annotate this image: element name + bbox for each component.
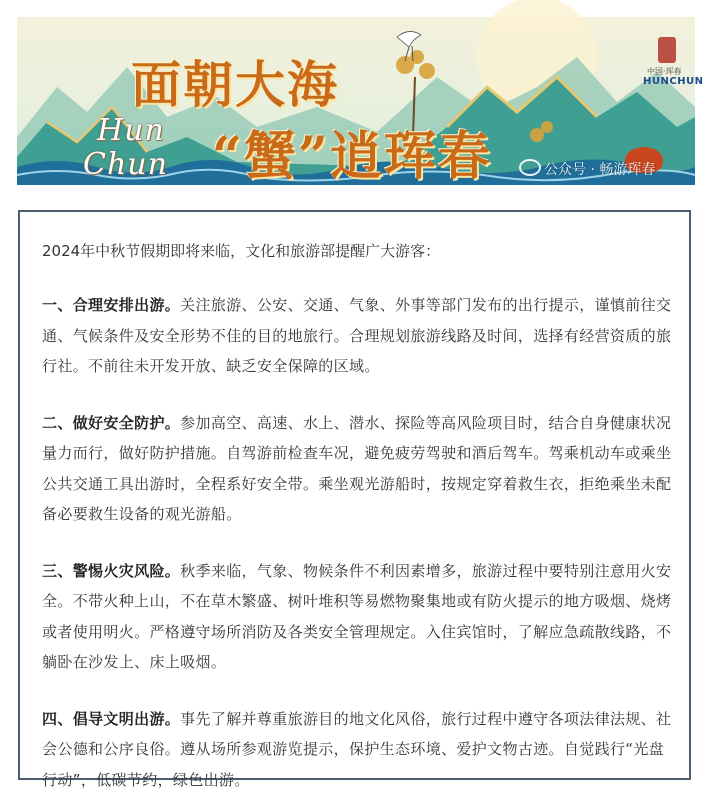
notice-section-1 — [42, 290, 672, 382]
banner-script-chun: Chun — [83, 147, 168, 182]
wechat-watermark — [519, 159, 655, 179]
notice-content — [42, 238, 672, 795]
section-body: 参加高空、高速、水上、潜水、探险等高风险项目时，结合自身健康状况量力而行，做好防护措施。自驾游前检查车况，避免疲劳驾驶和酒后驾车。驾乘机动车或乘坐公共交通工具出游时，全程系好安全带。乘坐观光游船时，按规定穿着救生衣，拒绝乘坐未配备必要救生设备的观光游船。 — [42, 414, 671, 524]
notice-section-4 — [42, 704, 672, 795]
notice-box — [18, 210, 691, 780]
logo-caption: 中国·珲春 — [647, 66, 682, 77]
banner-script-hun: Hun — [97, 113, 165, 148]
section-heading: 三、警惕火灾风险。 — [42, 562, 180, 580]
watermark-text: 公众号 · 畅游珲春 — [544, 162, 655, 178]
section-body: 事先了解并尊重旅游目的地文化风俗，旅行过程中遵守各项法律法规、社会公德和公序良俗。遵从场所参观游览提示，保护生态环境、爱护文物古迹。自觉践行“光盘行动”，低碳节约，绿色出游。 — [42, 710, 671, 789]
notice-intro: 2024年中秋节假期即将来临，文化和旅游部提醒广大游客： — [42, 238, 672, 264]
notice-section-3 — [42, 556, 672, 678]
section-heading: 一、合理安排出游。 — [42, 296, 180, 314]
banner-title-line2: “蟹”逍珲春 — [212, 114, 492, 189]
header-banner — [17, 17, 695, 185]
notice-section-2 — [42, 408, 672, 530]
logo-brand: HUNCHUN — [643, 76, 704, 87]
wechat-icon — [519, 159, 541, 176]
banner-title-line1: 面朝大海 — [131, 45, 339, 117]
section-body: 关注旅游、公安、交通、气象、外事等部门发布的出行提示，谨慎前往交通、气候条件及安全形势不佳的目的地旅行。合理规划旅游线路及时间，选择有经营资质的旅行社。不前往未开发开放、缺乏安全保障的区域。 — [42, 296, 671, 375]
section-body: 秋季来临，气象、物候条件不利因素增多，旅游过程中要特别注意用火安全。不带火种上山，不在草木繁盛、树叶堆积等易燃物聚集地或有防火提示的地方吸烟、烧烤或者使用明火。严格遵守场所消防及各类安全管理规定。入住宾馆时，了解应急疏散线路，不躺卧在沙发上、床上吸烟。 — [42, 562, 671, 672]
section-heading: 四、倡导文明出游。 — [42, 710, 180, 728]
hunchun-logo-icon — [658, 37, 676, 63]
section-heading: 二、做好安全防护。 — [42, 414, 180, 432]
